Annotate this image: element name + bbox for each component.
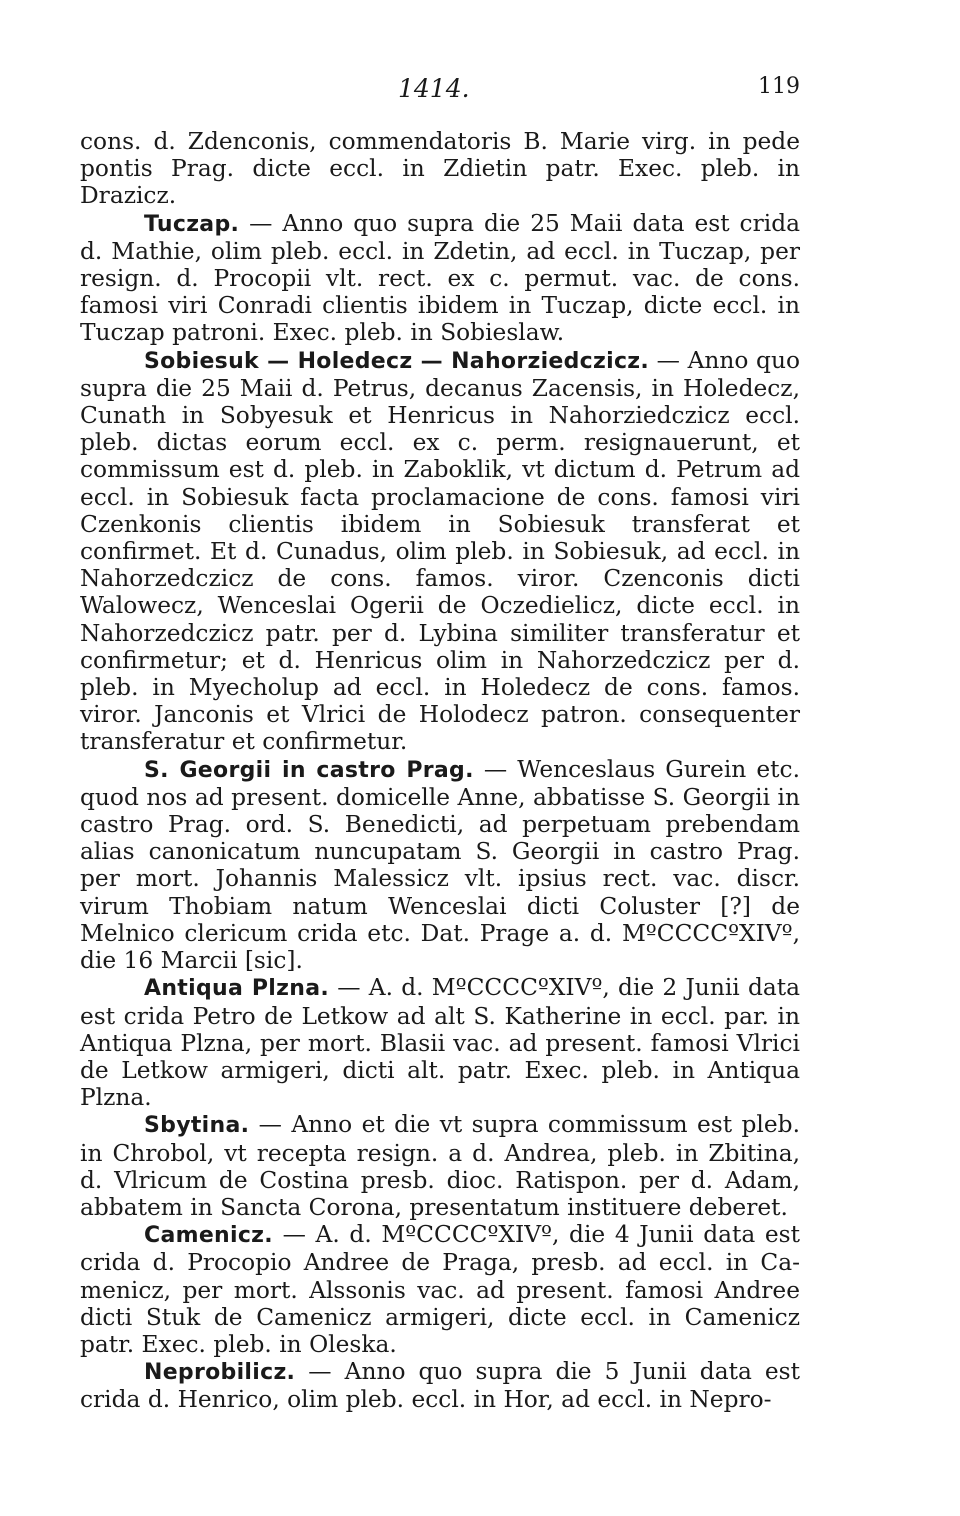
book-page	[80, 70, 800, 1414]
entry-camenicz	[80, 1221, 800, 1358]
entry-text: — Anno quo supra die 25 Maii d. Petrus, decanus Zacensis, in Holedecz, Cunath in Sobyesuk et Henricus in Nahorziedczicz eccl. pleb. dictas eorum eccl. ex c. perm. resignauerunt, et commissum est d. pleb. in Zaboklik, vt dictum d. Petrum ad eccl. in Sobiesuk facta proclamacione de cons. famosi viri Czenkonis clientis ibidem in Sobiesuk transferat et confirmet. Et d. Cunadus, olim pleb. in Sobiesuk, ad eccl. in Nahorzedczicz de cons. famos. viror. Czenconis dicti Walowecz, Wenceslai Ogerii de Oczedielicz, dicte eccl. in Nahorzedczicz patr. per d. Lybina similiter transferatur et confirmetur; et d. Henricus olim in Nahorzedczicz per d. pleb. in Myecholup ad eccl. in Holedecz de cons. famos. viror. Janconis et Vlrici de Holodecz patron. consequenter transferatur et confirmetur.	[80, 346, 800, 756]
entry-heading: Sobiesuk — Holedecz — Nahorziedczicz.	[144, 348, 650, 374]
body-text	[80, 128, 800, 1414]
entry-text: — Anno quo supra die 5 Junii data est crida d. Henrico, olim pleb. eccl. in Hor, ad eccl. in Nepro-	[80, 1358, 800, 1414]
entry-antiqua-plzna	[80, 974, 800, 1111]
page-number: 119	[758, 74, 800, 99]
entry-text: — Anno quo supra die 25 Maii data est crida d. Mathie, olim pleb. eccl. in Zdetin, ad eccl. in Tuczap, per resign. d. Procopii vlt. rect. ex c. permut. vac. de cons. famosi viri Conradi clientis ibidem in Tuczap, dicte eccl. in Tuczap patroni. Exec. pleb. in Sobieslaw.	[80, 209, 800, 347]
entry-heading: Antiqua Plzna.	[144, 976, 330, 1002]
entry-neprobilicz	[80, 1358, 800, 1413]
page-year: 1414.	[398, 74, 470, 103]
entry-sbytina	[80, 1111, 800, 1221]
entry-continuation	[80, 128, 800, 210]
entry-heading: Neprobilicz.	[144, 1360, 296, 1386]
running-head	[80, 70, 800, 114]
entry-heading: Camenicz.	[144, 1223, 273, 1249]
entry-tuczap	[80, 210, 800, 347]
entry-heading: Tuczap.	[144, 211, 240, 237]
entry-text: — A. d. MºCCCCºXIVº, die 4 Junii data est crida d. Procopio Andree de Praga, presb. ad eccl. in Camenicz, per mort. Alssonis vac. ad present. famosi Andree dicti Stuk de Camenicz armigeri, dicte eccl. in Camenicz patr. Exec. pleb. in Oleska.	[80, 1221, 800, 1358]
entry-text: — Anno et die vt supra commissum est pleb. in Chrobol, vt recepta resign. a d. Andrea, pleb. in Zbitina, d. Vlricum de Costina presb. dioc. Ratispon. per d. Adam, abbatem in Sancta Corona, presentatum instituere deberet.	[80, 1111, 800, 1221]
entry-s-georgii	[80, 756, 800, 975]
entry-sobiesuk	[80, 347, 800, 756]
entry-heading: Sbytina.	[144, 1113, 250, 1139]
entry-heading: S. Georgii in castro Prag.	[144, 757, 474, 783]
entry-text: — A. d. MºCCCCºXIVº, die 2 Junii data est crida Petro de Letkow ad alt S. Katherine in eccl. par. in Antiqua Plzna, per mort. Blasii vac. ad present. famosi Vlrici de Letkow armigeri, dicti alt. patr. Exec. pleb. in Antiqua Plzna.	[80, 974, 801, 1112]
entry-text: cons. d. Zdenconis, commendatoris B. Marie virg. in pede pontis Prag. dicte eccl. in Zdietin patr. Exec. pleb. in Drazicz.	[80, 128, 800, 210]
entry-text: — Wenceslaus Gurein etc. quod nos ad present. domicelle Anne, abbatisse S. Georgii in castro Prag. ord. S. Benedicti, ad perpetuam prebendam alias canonicatum nuncupatam S. Georgii in castro Prag. per mort. Johannis Malessicz vlt. ipsius rect. vac. discr. virum Thobiam natum Wenceslai dicti Coluster [?] de Melnico clericum crida etc. Dat. Prage a. d. MºCCCCºXIVº, die 16 Marcii [sic].	[80, 755, 800, 975]
